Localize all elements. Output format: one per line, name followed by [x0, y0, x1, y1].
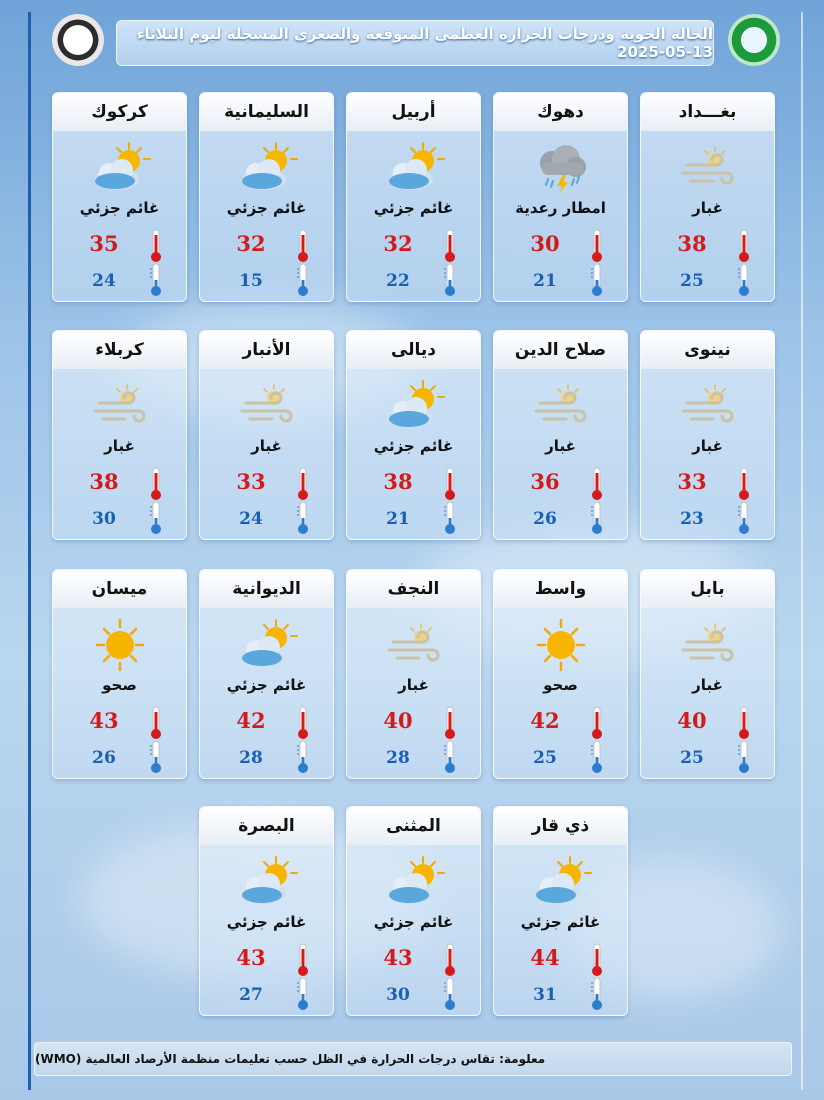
weather-condition: غائم جزئي: [226, 199, 307, 217]
footer-note-text: معلومة: تقاس درجات الحرارة في الظل حسب تعليمات منظمة الأرصاد العالمية (WMO): [35, 1052, 546, 1066]
meteorology-seal-logo: [52, 14, 104, 66]
city-card: [52, 569, 187, 779]
thermometer-hot-icon: [147, 467, 165, 501]
min-temperature: 25: [680, 748, 704, 768]
max-temperature: 30: [530, 231, 560, 256]
thermometer-cold-icon: [147, 501, 165, 535]
city-name: البصرة: [200, 807, 333, 845]
max-temperature: 40: [383, 708, 413, 733]
partly-cloudy-icon: [236, 855, 298, 909]
dust-icon: [383, 618, 445, 672]
thermometer-hot-icon: [294, 706, 312, 740]
dust-icon: [677, 618, 739, 672]
weather-condition: غبار: [251, 437, 282, 455]
city-card: [199, 806, 334, 1016]
city-name: ميسان: [53, 570, 186, 608]
weather-condition: غبار: [398, 676, 429, 694]
thermometer-cold-icon: [588, 501, 606, 535]
thermometer-hot-icon: [588, 943, 606, 977]
max-temperature: 33: [236, 469, 266, 494]
partly-cloudy-icon: [530, 855, 592, 909]
max-temperature: 43: [89, 708, 119, 733]
thermometer-hot-icon: [735, 229, 753, 263]
sunny-icon: [530, 618, 592, 672]
thermometer-cold-icon: [441, 263, 459, 297]
min-temperature: 22: [386, 271, 410, 291]
city-name: النجف: [347, 570, 480, 608]
max-temperature: 38: [677, 231, 707, 256]
max-temperature: 44: [530, 945, 560, 970]
thermometer-cold-icon: [588, 263, 606, 297]
max-temperature: 43: [236, 945, 266, 970]
city-card: [640, 330, 775, 540]
weather-condition: صحو: [543, 676, 578, 694]
min-temperature: 27: [239, 985, 263, 1005]
city-card: [199, 330, 334, 540]
city-card: [346, 569, 481, 779]
city-card: [640, 92, 775, 302]
weather-condition: غبار: [545, 437, 576, 455]
min-temperature: 26: [92, 748, 116, 768]
city-name: نينوى: [641, 331, 774, 369]
max-temperature: 38: [383, 469, 413, 494]
thermometer-cold-icon: [588, 977, 606, 1011]
thermometer-cold-icon: [294, 501, 312, 535]
city-card: [346, 330, 481, 540]
city-card: [493, 330, 628, 540]
min-temperature: 24: [92, 271, 116, 291]
ministry-logo: [728, 14, 780, 66]
city-name: كركوك: [53, 93, 186, 131]
min-temperature: 24: [239, 509, 263, 529]
thermometer-hot-icon: [147, 229, 165, 263]
partly-cloudy-icon: [383, 141, 445, 195]
city-name: ذي قار: [494, 807, 627, 845]
city-card: [346, 806, 481, 1016]
min-temperature: 25: [533, 748, 557, 768]
footer-note: [34, 1042, 792, 1076]
weather-condition: غائم جزئي: [520, 913, 601, 931]
partly-cloudy-icon: [236, 141, 298, 195]
thermometer-hot-icon: [735, 467, 753, 501]
max-temperature: 40: [677, 708, 707, 733]
thermometer-hot-icon: [441, 706, 459, 740]
min-temperature: 30: [92, 509, 116, 529]
thermometer-cold-icon: [441, 740, 459, 774]
city-card: [199, 92, 334, 302]
weather-condition: غائم جزئي: [373, 437, 454, 455]
city-name: الديوانية: [200, 570, 333, 608]
min-temperature: 26: [533, 509, 557, 529]
max-temperature: 32: [383, 231, 413, 256]
thermometer-cold-icon: [147, 263, 165, 297]
weather-condition: غبار: [692, 199, 723, 217]
dust-icon: [677, 379, 739, 433]
city-name: بابل: [641, 570, 774, 608]
min-temperature: 15: [239, 271, 263, 291]
thermometer-cold-icon: [294, 977, 312, 1011]
weather-condition: صحو: [102, 676, 137, 694]
thermometer-cold-icon: [294, 740, 312, 774]
page-title: [116, 20, 714, 66]
thermometer-hot-icon: [294, 467, 312, 501]
thermometer-hot-icon: [147, 706, 165, 740]
weather-condition: غائم جزئي: [373, 913, 454, 931]
thermometer-cold-icon: [441, 977, 459, 1011]
city-card: [199, 569, 334, 779]
thermometer-hot-icon: [294, 229, 312, 263]
thermometer-hot-icon: [588, 229, 606, 263]
min-temperature: 31: [533, 985, 557, 1005]
weather-condition: غائم جزئي: [79, 199, 160, 217]
min-temperature: 23: [680, 509, 704, 529]
thermometer-hot-icon: [441, 229, 459, 263]
thermometer-cold-icon: [294, 263, 312, 297]
max-temperature: 42: [236, 708, 266, 733]
min-temperature: 25: [680, 271, 704, 291]
city-name: صلاح الدين: [494, 331, 627, 369]
weather-condition: غائم جزئي: [226, 676, 307, 694]
weather-condition: امطار رعدية: [515, 199, 606, 217]
dust-icon: [677, 141, 739, 195]
partly-cloudy-icon: [383, 855, 445, 909]
max-temperature: 38: [89, 469, 119, 494]
thermometer-hot-icon: [441, 467, 459, 501]
city-card: [493, 92, 628, 302]
thermometer-cold-icon: [588, 740, 606, 774]
thermometer-hot-icon: [441, 943, 459, 977]
city-card: [640, 569, 775, 779]
max-temperature: 35: [89, 231, 119, 256]
max-temperature: 36: [530, 469, 560, 494]
dust-icon: [89, 379, 151, 433]
city-card: [52, 330, 187, 540]
city-name: أربيل: [347, 93, 480, 131]
city-name: السليمانية: [200, 93, 333, 131]
thermometer-hot-icon: [588, 467, 606, 501]
thermometer-hot-icon: [588, 706, 606, 740]
max-temperature: 43: [383, 945, 413, 970]
min-temperature: 21: [533, 271, 557, 291]
weather-condition: غبار: [104, 437, 135, 455]
city-name: الأنبار: [200, 331, 333, 369]
city-name: دهوك: [494, 93, 627, 131]
city-card: [493, 569, 628, 779]
thermometer-hot-icon: [735, 706, 753, 740]
city-name: بغـــداد: [641, 93, 774, 131]
max-temperature: 32: [236, 231, 266, 256]
min-temperature: 30: [386, 985, 410, 1005]
max-temperature: 42: [530, 708, 560, 733]
partly-cloudy-icon: [236, 618, 298, 672]
weather-condition: غائم جزئي: [373, 199, 454, 217]
weather-condition: غبار: [692, 437, 723, 455]
min-temperature: 21: [386, 509, 410, 529]
page-title-text: الحالة الجوية ودرجات الحرارة العظمى المتوقعة والصغرى المسجلة ليوم الثلاثاء 13-05-2025: [136, 25, 713, 61]
city-name: ديالى: [347, 331, 480, 369]
min-temperature: 28: [239, 748, 263, 768]
city-card: [346, 92, 481, 302]
city-name: المثنى: [347, 807, 480, 845]
weather-condition: غبار: [692, 676, 723, 694]
thermometer-cold-icon: [735, 263, 753, 297]
city-name: واسط: [494, 570, 627, 608]
thermometer-cold-icon: [735, 740, 753, 774]
thermometer-hot-icon: [294, 943, 312, 977]
sunny-icon: [89, 618, 151, 672]
thermometer-cold-icon: [147, 740, 165, 774]
thunderstorm-icon: [530, 141, 592, 195]
max-temperature: 33: [677, 469, 707, 494]
city-card: [493, 806, 628, 1016]
dust-icon: [530, 379, 592, 433]
dust-icon: [236, 379, 298, 433]
partly-cloudy-icon: [383, 379, 445, 433]
thermometer-cold-icon: [441, 501, 459, 535]
city-card: [52, 92, 187, 302]
thermometer-cold-icon: [735, 501, 753, 535]
partly-cloudy-icon: [89, 141, 151, 195]
weather-condition: غائم جزئي: [226, 913, 307, 931]
city-name: كربلاء: [53, 331, 186, 369]
min-temperature: 28: [386, 748, 410, 768]
